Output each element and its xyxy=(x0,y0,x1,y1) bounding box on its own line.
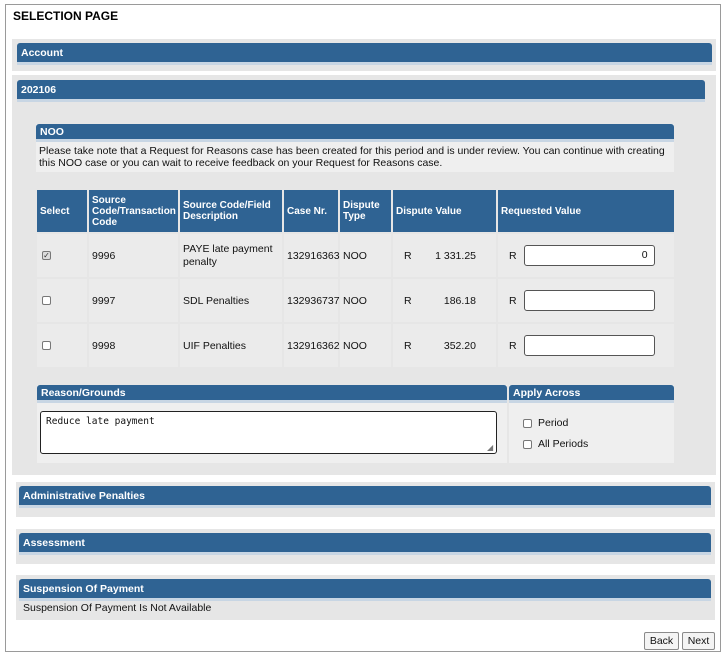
requested-value-cell xyxy=(498,234,674,277)
all-periods-option[interactable] xyxy=(523,438,588,450)
admin-penalties-header[interactable]: Administrative Penalties xyxy=(19,486,711,508)
description-cell: SDL Penalties xyxy=(180,279,282,322)
currency-label: R xyxy=(404,339,412,352)
resize-handle-icon[interactable]: ◢ xyxy=(487,443,494,452)
reason-box xyxy=(37,385,507,463)
col-header-dispute-value: Dispute Value xyxy=(393,190,496,232)
select-cell xyxy=(37,324,87,367)
suspension-text: Suspension Of Payment Is Not Available xyxy=(23,602,212,614)
all-periods-label: All Periods xyxy=(538,438,589,450)
dispute-value-cell xyxy=(393,279,496,322)
reason-textarea[interactable]: Reduce late payment xyxy=(40,411,497,454)
col-header-requested-value: Requested Value xyxy=(498,190,674,232)
source-code-cell: 9998 xyxy=(89,324,178,367)
back-button[interactable]: Back xyxy=(644,632,679,650)
noo-box xyxy=(36,124,674,172)
all-periods-checkbox[interactable] xyxy=(523,440,532,449)
suspension-header[interactable]: Suspension Of Payment xyxy=(19,579,711,601)
account-header[interactable]: Account xyxy=(17,43,712,65)
col-header-case-nr: Case Nr. xyxy=(284,190,338,232)
noo-header: NOO xyxy=(36,124,674,142)
period-header[interactable]: 202106 xyxy=(17,80,705,102)
select-cell xyxy=(37,234,87,277)
currency-label: R xyxy=(404,249,412,262)
row-select-checkbox[interactable] xyxy=(42,296,51,305)
case-nr-cell: 132916362 xyxy=(284,324,338,367)
account-panel xyxy=(12,39,716,71)
assessment-panel xyxy=(16,529,715,564)
select-cell xyxy=(37,279,87,322)
apply-across-box xyxy=(509,385,674,463)
next-button[interactable]: Next xyxy=(682,632,715,650)
apply-across-header: Apply Across xyxy=(509,385,674,403)
col-header-description: Source Code/Field Description xyxy=(180,190,282,232)
period-checkbox[interactable] xyxy=(523,419,532,428)
period-label: Period xyxy=(538,417,569,429)
dispute-amount: 186.18 xyxy=(443,294,476,307)
currency-label: R xyxy=(404,294,412,307)
period-option[interactable] xyxy=(523,417,568,429)
source-code-cell: 9997 xyxy=(89,279,178,322)
case-nr-cell: 132936737 xyxy=(284,279,338,322)
dispute-value-cell xyxy=(393,324,496,367)
currency-label: R xyxy=(509,249,517,262)
dispute-type-cell: NOO xyxy=(340,234,391,277)
col-header-dispute-type: Dispute Type xyxy=(340,190,391,232)
dispute-type-cell: NOO xyxy=(340,279,391,322)
dispute-type-cell: NOO xyxy=(340,324,391,367)
description-cell: UIF Penalties xyxy=(180,324,282,367)
currency-label: R xyxy=(509,339,517,352)
dispute-amount: 1 331.25 xyxy=(435,249,476,262)
admin-penalties-panel xyxy=(16,482,715,517)
col-header-select: Select xyxy=(37,190,87,232)
period-panel xyxy=(12,75,716,475)
noo-note: Please take note that a Request for Reasons case has been created for this period and is under review. You can continue with creating this NOO case or you can wait to receive feedback on your Request for Reasons case. xyxy=(39,145,665,169)
page-frame xyxy=(5,4,721,652)
requested-value-input[interactable] xyxy=(524,290,655,311)
page-title: SELECTION PAGE xyxy=(13,9,119,23)
source-code-cell: 9996 xyxy=(89,234,178,277)
row-select-checkbox[interactable]: ✓ xyxy=(43,250,50,260)
assessment-header[interactable]: Assessment xyxy=(19,533,711,555)
reason-header: Reason/Grounds xyxy=(37,385,507,403)
col-header-source-code: Source Code/Transaction Code xyxy=(89,190,178,232)
row-select-checkbox[interactable] xyxy=(42,341,51,350)
requested-value-input[interactable]: 0 xyxy=(524,245,655,266)
currency-label: R xyxy=(509,294,517,307)
description-cell: PAYE late payment penalty xyxy=(180,234,282,277)
requested-value-cell xyxy=(498,324,674,367)
dispute-amount: 352.20 xyxy=(443,339,476,352)
case-nr-cell: 132916363 xyxy=(284,234,338,277)
requested-value-input[interactable] xyxy=(524,335,655,356)
dispute-value-cell xyxy=(393,234,496,277)
suspension-panel xyxy=(16,575,715,620)
requested-value-cell xyxy=(498,279,674,322)
